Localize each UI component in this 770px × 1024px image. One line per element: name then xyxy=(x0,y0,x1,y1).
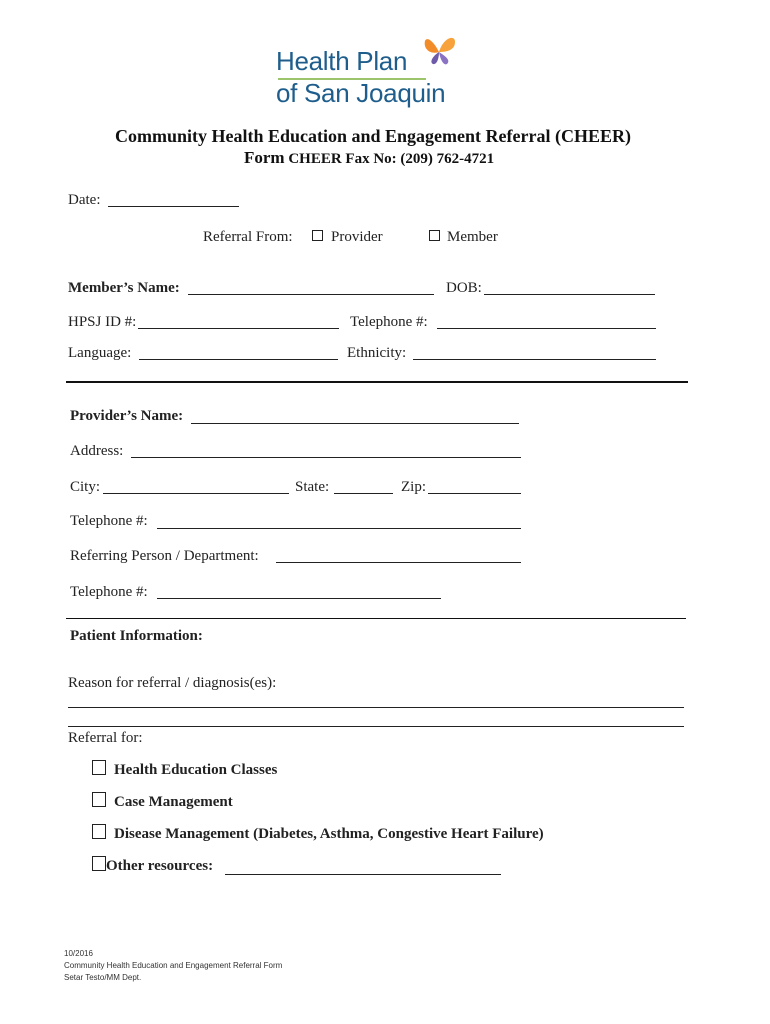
providers-name-label: Provider’s Name: xyxy=(70,408,184,424)
footer xyxy=(64,948,282,984)
language-field[interactable] xyxy=(139,359,338,360)
provider-telephone-label: Telephone #: xyxy=(70,513,148,529)
zip-field[interactable] xyxy=(428,493,521,494)
referral-for-label: Referral for: xyxy=(68,730,143,746)
fax-number: CHEER Fax No: (209) 762-4721 xyxy=(288,151,495,167)
hpsj-id-field[interactable] xyxy=(138,328,339,329)
hpsj-id-label: HPSJ ID #: xyxy=(68,314,137,330)
form-word: Form xyxy=(244,148,285,167)
city-field[interactable] xyxy=(103,493,289,494)
case-management-checkbox[interactable] xyxy=(92,792,106,807)
logo xyxy=(276,46,476,110)
language-label: Language: xyxy=(68,345,132,361)
referring-person-label: Referring Person / Department: xyxy=(70,548,259,564)
dob-label: DOB: xyxy=(446,280,482,296)
members-name-field[interactable] xyxy=(188,294,434,295)
footer-form-name: Community Health Education and Engagement Referral Form xyxy=(64,961,283,970)
reason-label: Reason for referral / diagnosis(es): xyxy=(68,675,277,691)
member-option-label: Member xyxy=(447,229,498,245)
logo-line-2: of San Joaquin xyxy=(276,78,446,108)
dob-field[interactable] xyxy=(484,294,655,295)
logo-line-1: Health Plan xyxy=(276,46,408,76)
patient-info-heading: Patient Information: xyxy=(70,628,203,644)
health-education-checkbox[interactable] xyxy=(92,760,106,775)
footer-date: 10/2016 xyxy=(64,949,93,958)
footer-dept: Setar Testo/MM Dept. xyxy=(64,973,142,982)
state-field[interactable] xyxy=(334,493,393,494)
telephone-label: Telephone #: xyxy=(350,314,428,330)
address-label: Address: xyxy=(70,443,124,459)
section-divider xyxy=(66,381,688,383)
ethnicity-label: Ethnicity: xyxy=(347,345,407,361)
providers-name-field[interactable] xyxy=(191,423,519,424)
date-label: Date: xyxy=(68,192,101,208)
ethnicity-field[interactable] xyxy=(413,359,656,360)
other-resources-field[interactable] xyxy=(225,874,501,875)
referring-telephone-label: Telephone #: xyxy=(70,584,148,600)
reason-field-line-2[interactable] xyxy=(68,726,684,727)
provider-checkbox[interactable] xyxy=(312,230,323,241)
butterfly-icon xyxy=(421,32,459,68)
patient-section-divider xyxy=(66,618,686,619)
address-field[interactable] xyxy=(131,457,521,458)
reason-field-line-1[interactable] xyxy=(68,707,684,708)
health-education-label: Health Education Classes xyxy=(114,762,278,778)
disease-management-label: Disease Management (Diabetes, Asthma, Congestive Heart Failure) xyxy=(114,826,544,842)
date-field[interactable] xyxy=(108,206,239,207)
form-title: Community Health Education and Engagement Referral (CHEER) xyxy=(115,126,631,146)
disease-management-checkbox[interactable] xyxy=(92,824,106,839)
city-label: City: xyxy=(70,479,101,495)
state-label: State: xyxy=(295,479,330,495)
member-checkbox[interactable] xyxy=(429,230,440,241)
zip-label: Zip: xyxy=(401,479,426,495)
members-name-label: Member’s Name: xyxy=(68,280,180,296)
referring-person-field[interactable] xyxy=(276,562,521,563)
provider-telephone-field[interactable] xyxy=(157,528,521,529)
other-resources-checkbox[interactable] xyxy=(92,856,106,871)
referring-telephone-field[interactable] xyxy=(157,598,441,599)
form-subtitle xyxy=(244,148,494,168)
referral-from-label: Referral From: xyxy=(203,229,293,245)
case-management-label: Case Management xyxy=(114,794,233,810)
provider-option-label: Provider xyxy=(331,229,383,245)
other-resources-label: Other resources: xyxy=(106,858,214,874)
telephone-field[interactable] xyxy=(437,328,656,329)
